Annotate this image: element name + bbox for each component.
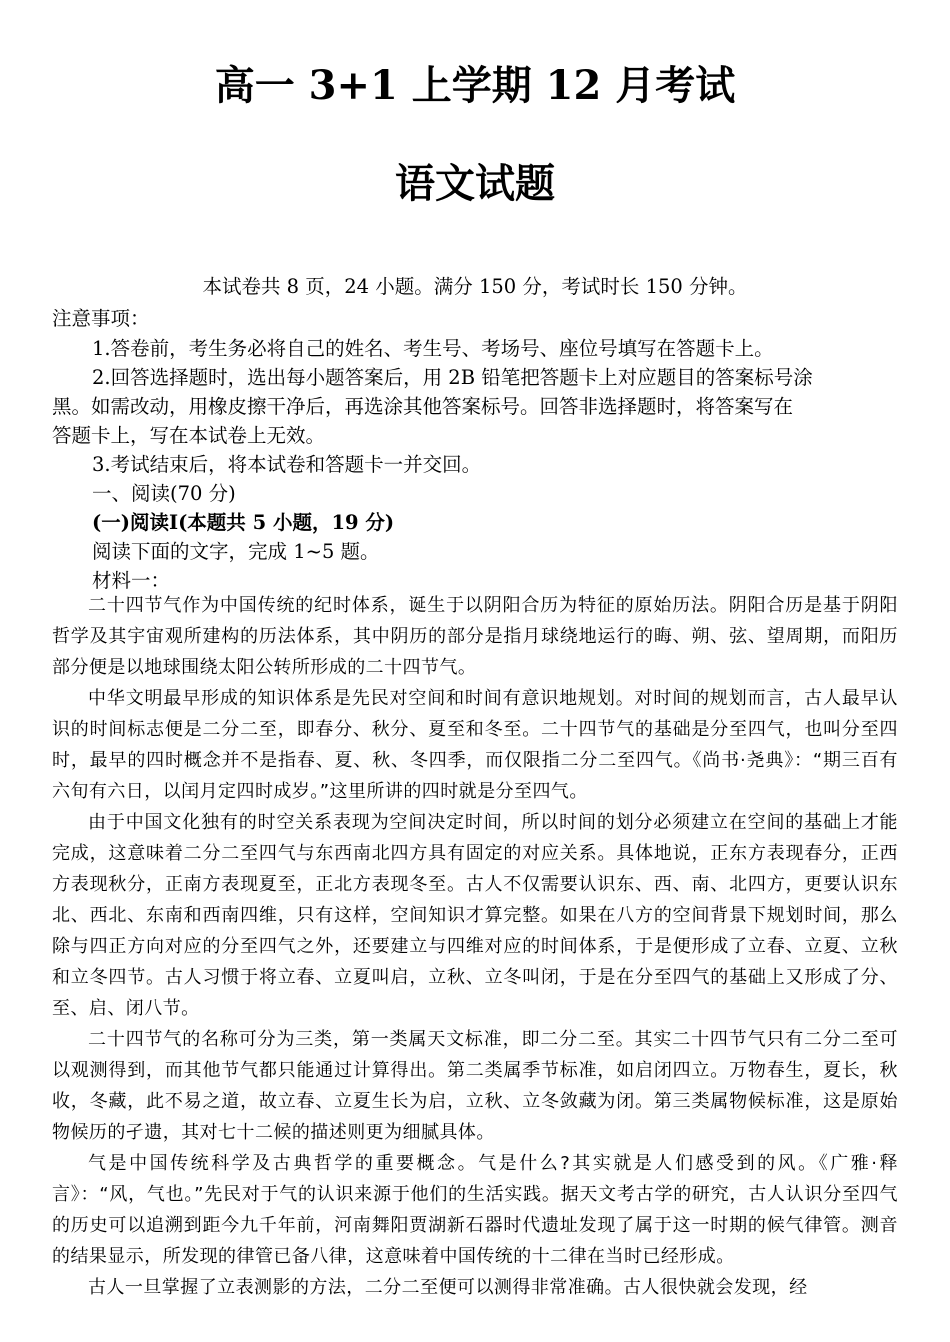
note-item: 1.答卷前，考生务必将自己的姓名、考生号、考场号、座位号填写在答题卡上。 [92, 337, 774, 360]
note-item: 3.考试结束后，将本试卷和答题卡一并交回。 [92, 453, 482, 476]
note-item-continued: 黑。如需改动，用橡皮擦干净后，再选涂其他答案标号。回答非选择题时，将答案写在 [52, 395, 794, 418]
paragraph: 二十四节气的名称可分为三类，第一类属天文标准，即二分二至。其实二十四节气只有二分二至可以观测得到，而其他节气都只能通过计算得出。第二类属季节标准，如启闭四立。万物春生，夏长，秋收，冬藏，此不易之道，故立春、立夏生长为启，立秋、立冬敛藏为闭。第三类属物候标准，这是原始物候历的孑遗，其对七十二候的描述则更为细腻具体。 [52, 1029, 898, 1143]
exam-summary: 本试卷共 8 页，24 小题。满分 150 分，考试时长 150 分钟。 [202, 275, 748, 298]
exam-title: 高一 3+1 上学期 12 月考试 [214, 62, 736, 109]
paragraph: 古人一旦掌握了立表测影的方法，二分二至便可以测得非常准确。古人很快就会发现，经 [88, 1277, 808, 1298]
section-part-heading: 一、阅读(70 分) [92, 482, 236, 505]
material-label: 材料一： [92, 569, 171, 592]
paragraph: 二十四节气作为中国传统的纪时体系，诞生于以阴阳合历为特征的原始历法。阴阳合历是基于阴阳哲学及其宇宙观所建构的历法体系，其中阴历的部分是指月球绕地运行的晦、朔、弦、望周期，而阳历部分便是以地球围绕太阳公转所形成的二十四节气。 [52, 595, 898, 678]
section-instruction: 阅读下面的文字，完成 1~5 题。 [92, 540, 380, 563]
notes-heading: 注意事项： [52, 307, 150, 330]
paragraph: 气是中国传统科学及古典哲学的重要概念。气是什么?其实就是人们感受到的风。《广雅·释言》：“风，气也。”先民对于气的认识来源于他们的生活实践。据天文考古学的研究，古人认识分至四气的历史可以追溯到距今九千年前，河南舞阳贾湖新石器时代遗址发现了属于这一时期的候气律管。测音的结果显示，所发现的律管已备八律，这意味着中国传统的十二律在当时已经形成。 [52, 1153, 898, 1267]
subject-title: 语文试题 [395, 160, 555, 207]
material-text [52, 590, 898, 1303]
note-item-continued: 答题卡上，写在本试卷上无效。 [52, 424, 326, 447]
paragraph: 中华文明最早形成的知识体系是先民对空间和时间有意识地规划。对时间的规划而言，古人最早认识的时间标志便是二分二至，即春分、秋分、夏至和冬至。二十四节气的基础是分至四气，也叫分至四时，最早的四时概念并不是指春、夏、秋、冬四季，而仅限指二分二至四气。《尚书·尧典》：“期三百有六旬有六日，以闰月定四时成岁。”这里所讲的四时就是分至四气。 [52, 688, 898, 802]
paragraph: 由于中国文化独有的时空关系表现为空间决定时间，所以时间的划分必须建立在空间的基础上才能完成，这意味着二分二至四气与东西南北四方具有固定的对应关系。具体地说，正东方表现春分，正西方表现秋分，正南方表现夏至，正北方表现冬至。古人不仅需要认识东、西、南、北四方，更要认识东北、西北、东南和西南四维，只有这样，空间知识才算完整。如果在八方的空间背景下规划时间，那么除与四正方向对应的分至四气之外，还要建立与四维对应的时间体系，于是便形成了立春、立夏、立秋和立冬四节。古人习惯于将立春、立夏叫启，立秋、立冬叫闭，于是在分至四气的基础上又形成了分、至、启、闭八节。 [52, 812, 898, 1019]
note-item: 2.回答选择题时，选出每小题答案后，用 2B 铅笔把答题卡上对应题目的答案标号涂 [92, 366, 813, 389]
section-subpart-heading: (一)阅读Ⅰ(本题共 5 小题，19 分) [92, 511, 395, 534]
